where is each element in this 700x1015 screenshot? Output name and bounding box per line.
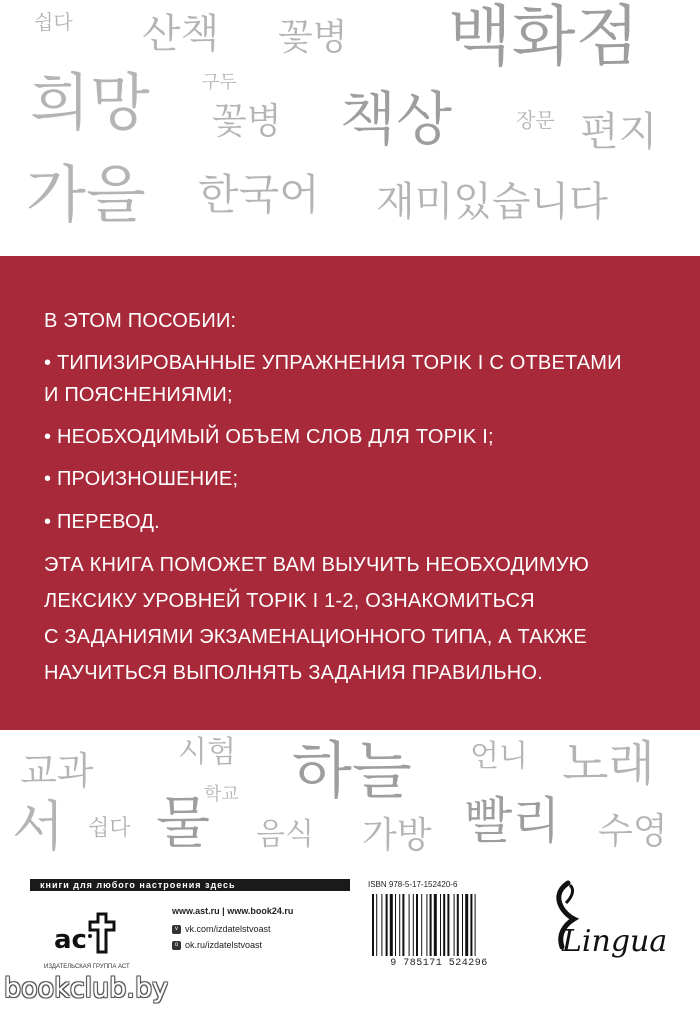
paragraph-line: ЭТА КНИГА ПОМОЖЕТ ВАМ ВЫУЧИТЬ НЕОБХОДИМУЮ bbox=[44, 554, 590, 576]
korean-word: 언니 bbox=[470, 739, 528, 774]
barcode-bar bbox=[443, 894, 445, 956]
site-links[interactable]: www.ast.ru | www.book24.ru bbox=[172, 906, 294, 916]
barcode-bar bbox=[454, 894, 455, 956]
barcode-bar bbox=[475, 894, 476, 956]
barcode-bar bbox=[402, 894, 404, 956]
barcode-bar bbox=[416, 894, 418, 956]
barcode-bar bbox=[447, 894, 449, 956]
barcode-digits: 9 785171 524296 bbox=[390, 958, 488, 969]
barcode-bar bbox=[386, 894, 388, 956]
paragraph-line: ЛЕКСИКУ УРОВНЕЙ TOPIK I 1-2, ОЗНАКОМИТЬСЯ bbox=[44, 590, 535, 612]
barcode-bar bbox=[426, 894, 427, 956]
ok-link[interactable] bbox=[172, 940, 262, 950]
barcode-bar bbox=[430, 894, 432, 956]
barcode-bar bbox=[470, 894, 472, 956]
korean-word: 장문 bbox=[516, 108, 555, 132]
korean-word: 빨리 bbox=[464, 792, 561, 850]
barcode-bar bbox=[457, 894, 459, 956]
barcode-bar bbox=[434, 894, 437, 956]
korean-word: 하늘 bbox=[292, 734, 412, 807]
publisher-logo bbox=[46, 900, 136, 960]
barcode-bar bbox=[372, 894, 374, 956]
logo-cross-icon bbox=[90, 914, 114, 952]
tagline-bar: книги для любого настроения здесь bbox=[30, 879, 350, 891]
ok-link-text: ok.ru/izdatelstvoast bbox=[185, 940, 263, 950]
barcode-bar bbox=[462, 894, 463, 956]
ok-icon: o bbox=[172, 941, 181, 950]
barcode-bar bbox=[440, 894, 441, 956]
korean-word: 교과 bbox=[20, 749, 94, 793]
vk-link[interactable] bbox=[172, 924, 271, 934]
paragraph-line: НАУЧИТЬСЯ ВЫПОЛНЯТЬ ЗАДАНИЯ ПРАВИЛЬНО. bbox=[44, 662, 543, 684]
bullet-line: • НЕОБХОДИМЫЙ ОБЪЕМ СЛОВ ДЛЯ TOPIK I; bbox=[44, 426, 494, 448]
barcode-bar bbox=[399, 894, 400, 956]
lingua-wordmark: Lingua bbox=[562, 924, 668, 959]
korean-word: 음식 bbox=[256, 817, 314, 852]
korean-word: 희망 bbox=[30, 66, 150, 139]
korean-word: 편지 bbox=[580, 109, 658, 155]
bullet-line: И ПОЯСНЕНИЯМИ; bbox=[44, 384, 233, 406]
barcode-bar bbox=[390, 894, 393, 956]
korean-word: 학교 bbox=[204, 784, 239, 805]
korean-word: 노래 bbox=[562, 736, 655, 792]
korean-word: 서 bbox=[12, 795, 65, 858]
korean-word: 물 bbox=[156, 791, 211, 856]
bullet-line: • ПРОИЗНОШЕНИЕ; bbox=[44, 468, 239, 490]
lingua-logo bbox=[540, 875, 680, 965]
korean-word: 재미있습니다 bbox=[376, 179, 608, 225]
korean-word: 구두 bbox=[202, 72, 237, 93]
isbn-text: ISBN 978-5-17-152420-6 bbox=[368, 880, 458, 889]
bullet-line: • ПЕРЕВОД. bbox=[44, 511, 160, 533]
korean-word: 쉽다 bbox=[88, 816, 131, 841]
korean-word: 시험 bbox=[178, 735, 236, 770]
barcode-bar bbox=[395, 894, 396, 956]
barcode-bar bbox=[409, 894, 410, 956]
bullet-line: • ТИПИЗИРОВАННЫЕ УПРАЖНЕНИЯ TOPIK I С ОТВЕТАМИ bbox=[44, 352, 622, 374]
korean-word: 수영 bbox=[598, 811, 668, 852]
korean-word: 쉽다 bbox=[34, 10, 73, 34]
korean-word: 꽃병 bbox=[278, 17, 348, 58]
korean-word: 가을 bbox=[26, 158, 146, 231]
barcode-bar bbox=[413, 894, 414, 956]
vk-link-text: vk.com/izdatelstvoast bbox=[185, 924, 271, 934]
paragraph-line: С ЗАДАНИЯМИ ЭКЗАМЕНАЦИОННОГО ТИПА, А ТАКЖЕ bbox=[44, 626, 587, 648]
barcode-bar bbox=[376, 894, 377, 956]
publisher-caption: ИЗДАТЕЛЬСКАЯ ГРУППА АСТ bbox=[44, 964, 130, 970]
logo-act-text: ас bbox=[54, 925, 87, 955]
barcode-bar bbox=[421, 894, 422, 956]
barcode-bar bbox=[381, 894, 382, 956]
barcode-icon bbox=[368, 894, 510, 956]
barcode-bar bbox=[465, 894, 468, 956]
korean-word: 책상 bbox=[340, 85, 453, 153]
description-panel bbox=[0, 256, 700, 730]
panel-heading: В ЭТОМ ПОСОБИИ: bbox=[44, 310, 237, 332]
korean-word: 한국어 bbox=[198, 170, 320, 219]
korean-word: 꽃병 bbox=[212, 101, 282, 142]
korean-word: 산책 bbox=[142, 11, 220, 57]
korean-word: 가방 bbox=[362, 815, 432, 856]
korean-word: 백화점 bbox=[448, 0, 640, 75]
watermark: bookclub.by bbox=[4, 973, 169, 1004]
vk-icon: v bbox=[172, 925, 181, 934]
